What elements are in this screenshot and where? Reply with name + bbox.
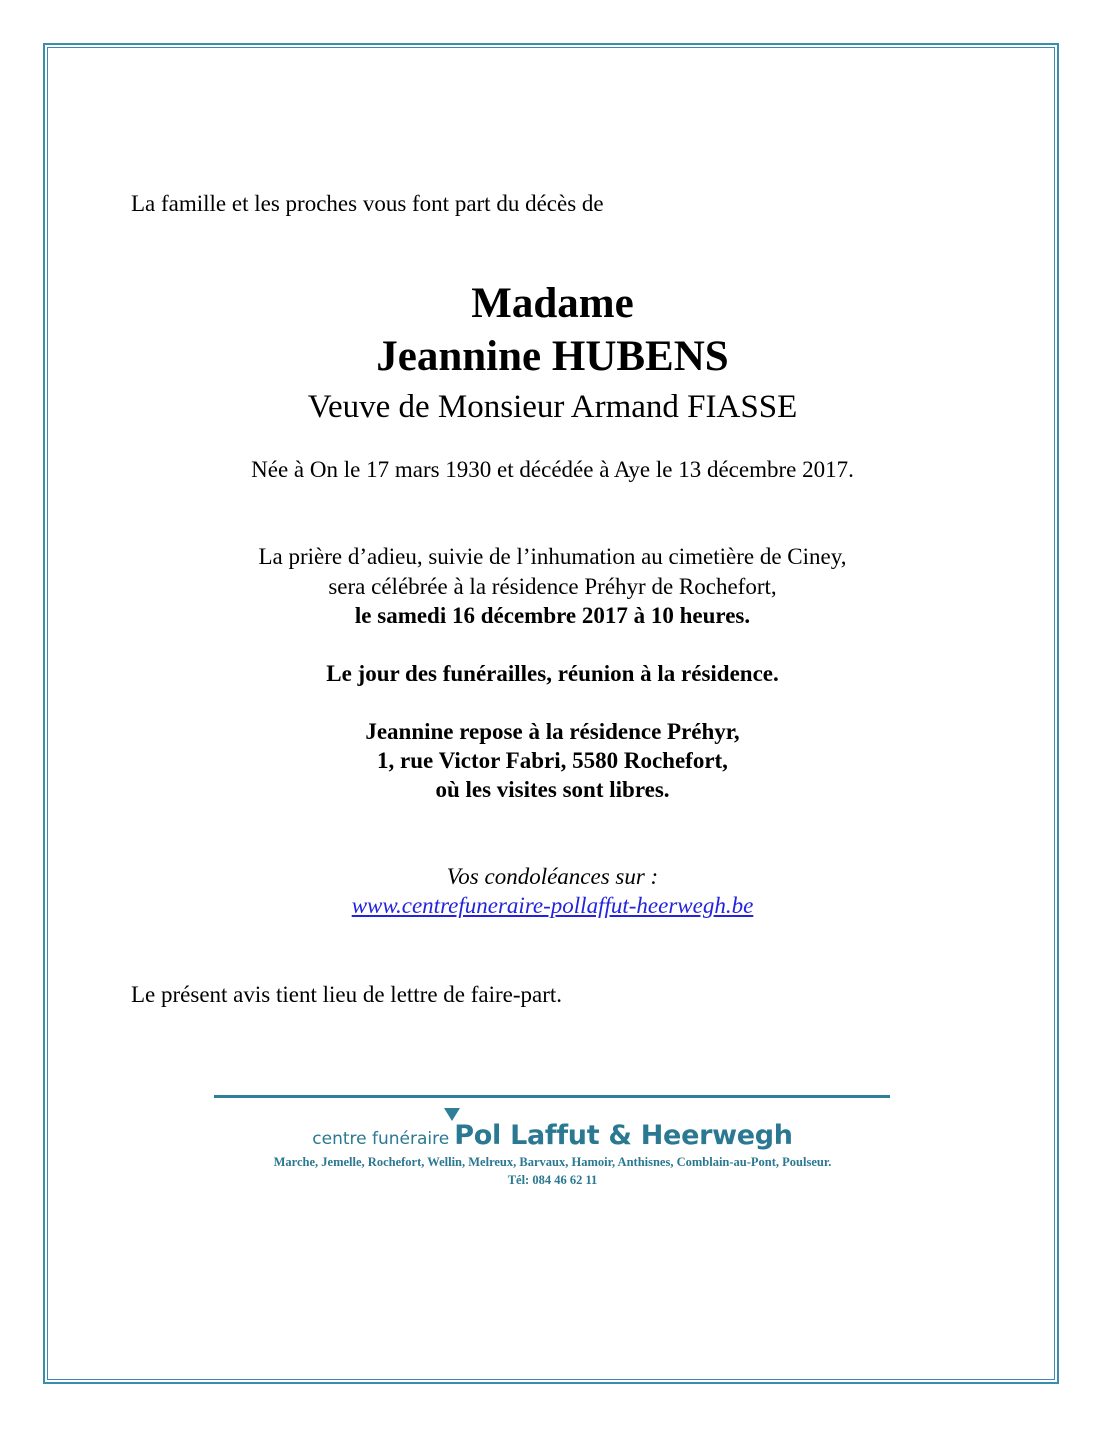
ceremony-line-1: La prière d’adieu, suivie de l’inhumation au cimetière de Ciney, <box>258 544 847 569</box>
intro-text: La famille et les proches vous font part du décès de <box>131 191 604 216</box>
condolences-label: Vos condoléances sur : <box>446 864 659 889</box>
footer-locations: Marche, Jemelle, Rochefort, Wellin, Melreux, Barvaux, Hamoir, Anthisnes, Comblain-au-Pont, Poulseur. <box>273 1155 832 1169</box>
title-honorific: Madame <box>471 280 634 327</box>
rest-line-1: Jeannine repose à la résidence Préhyr, <box>365 719 740 744</box>
rest-line-3: où les visites sont libres. <box>435 777 670 802</box>
rest-address: 1, rue Victor Fabri, 5580 Rochefort, <box>377 748 728 773</box>
birth-death-dates: Née à On le 17 mars 1930 et décédée à Aye le 13 décembre 2017. <box>251 457 854 482</box>
footer-divider <box>214 1095 890 1098</box>
logo-prefix: centre funéraire <box>312 1129 450 1149</box>
footer-phone: Tél: 084 46 62 11 <box>507 1173 598 1187</box>
condolences-link[interactable]: www.centrefuneraire-pollaffut-heerwegh.be <box>351 893 754 918</box>
meeting-info: Le jour des funérailles, réunion à la résidence. <box>326 661 779 686</box>
condolences-link-row <box>0 892 1105 920</box>
spouse-line: Veuve de Monsieur Armand FIASSE <box>307 389 798 425</box>
ceremony-date: le samedi 16 décembre 2017 à 10 heures. <box>354 603 751 628</box>
ceremony-line-2: sera célébrée à la résidence Préhyr de Rochefort, <box>328 574 777 599</box>
logo-brand-name: Pol Laffut & Heerwegh <box>454 1120 793 1151</box>
deceased-name: Jeannine HUBENS <box>376 333 729 380</box>
funeral-home-logo <box>0 1120 1105 1151</box>
closing-text: Le présent avis tient lieu de lettre de faire-part. <box>131 982 563 1007</box>
